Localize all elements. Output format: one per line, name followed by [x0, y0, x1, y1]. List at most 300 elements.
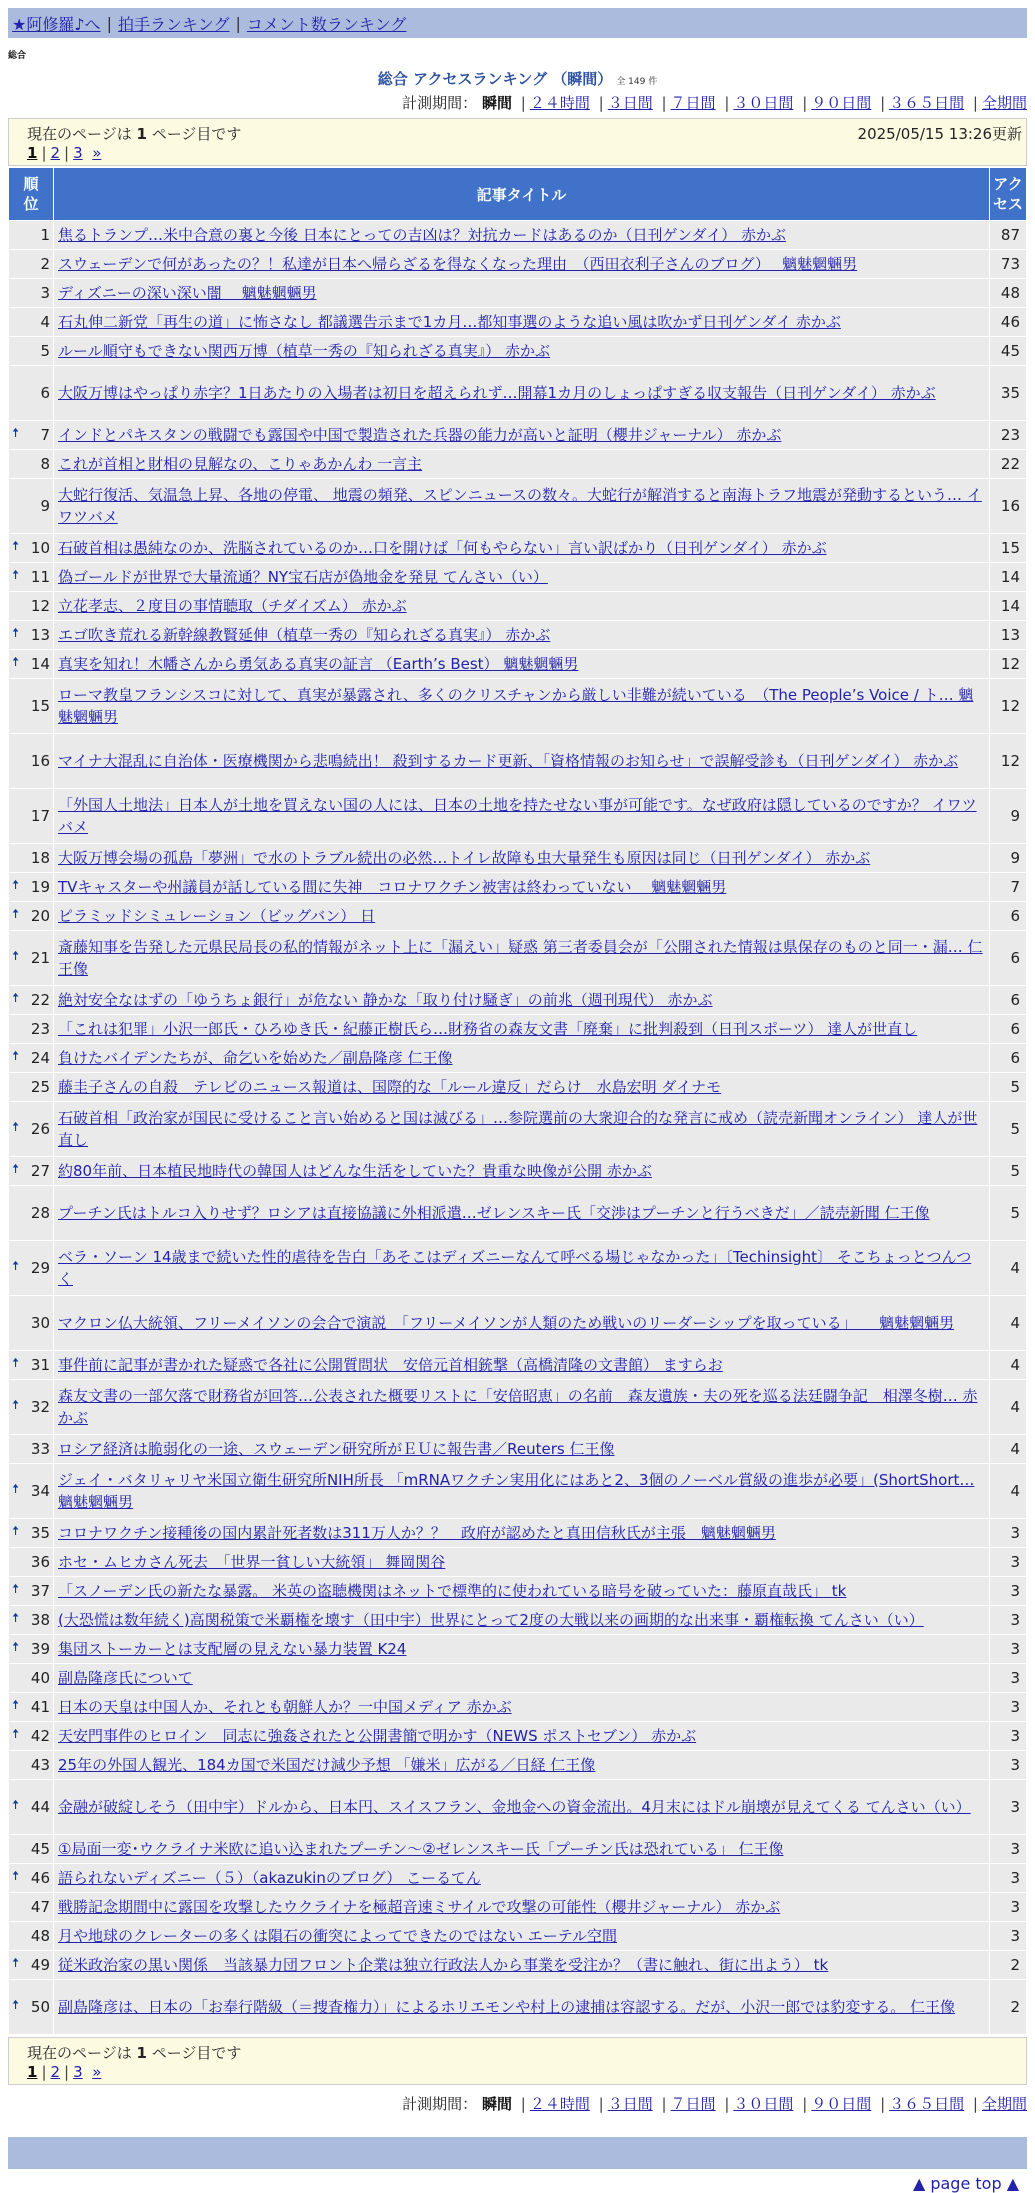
rank-up-arrow-icon: 🠅	[12, 626, 20, 641]
period-link-365d[interactable]: ３６５日間	[889, 94, 965, 112]
next-page-link[interactable]: »	[92, 2063, 102, 2081]
rank-up-arrow-icon: 🠅	[12, 1482, 20, 1497]
rank-number: 19	[30, 878, 50, 896]
table-row	[9, 1722, 1026, 1750]
article-title-link[interactable]: 真実を知れ！木幡さんから勇気ある真実の証言 （Earth’s Best） 魑魅魍魎男	[58, 655, 579, 673]
table-row	[9, 1548, 1026, 1576]
period-link-30d[interactable]: ３０日間	[733, 2095, 794, 2113]
section-label: 総合	[8, 51, 27, 61]
article-title-link[interactable]: マクロン仏大統領、フリーメイソンの会合で演説 「フリーメイソンが人類のため戦いのリーダーシップを取っている」 魑魅魍魎男	[58, 1314, 955, 1332]
article-title-link[interactable]: インドとパキスタンの戦闘でも露国や中国で製造された兵器の能力が高いと証明（櫻井ジャーナル） 赤かぶ	[58, 426, 782, 444]
title-cell	[54, 1015, 989, 1043]
article-title-link[interactable]: コロナワクチン接種後の国内累計死者数は311万人か？？ 政府が認めたと真田信秋氏が主張 魑魅魍魎男	[58, 1524, 776, 1542]
rank-cell	[9, 1980, 53, 2034]
access-count: 2	[990, 1980, 1026, 2034]
rank-cell	[9, 1722, 53, 1750]
access-count: 4	[990, 1435, 1026, 1463]
current-page-text	[27, 123, 241, 144]
table-row	[9, 1044, 1026, 1072]
access-count: 12	[990, 679, 1026, 733]
title-cell	[54, 1980, 989, 2034]
page-title-text: 総合 アクセスランキング （瞬間）	[377, 70, 613, 88]
period-link-all[interactable]: 全期間	[981, 94, 1027, 112]
table-row	[9, 986, 1026, 1014]
period-separator: |	[724, 2095, 730, 2113]
period-separator: |	[802, 94, 808, 112]
rank-up-arrow-icon: 🠅	[12, 878, 20, 893]
access-count: 3	[990, 1751, 1026, 1779]
pager-separator: |	[64, 144, 70, 162]
title-cell	[54, 1102, 989, 1156]
total-count: 全 149 件	[616, 77, 658, 87]
title-cell	[54, 1693, 989, 1721]
table-row	[9, 279, 1026, 307]
article-title-link[interactable]: 副島隆彦は、日本の「お奉行階級（＝捜査権力）」によるホリエモンや村上の逮捕は容認する。だが、小沢一郎では豹変する。 仁王像	[58, 1998, 955, 2016]
table-row	[9, 1102, 1026, 1156]
article-title-link[interactable]: 大蛇行復活、気温急上昇、各地の停電、 地震の頻発、スピンニュースの数々。大蛇行が解消すると南海トラフ地震が発動するという… イワツバメ	[58, 486, 982, 526]
access-count: 3	[990, 1577, 1026, 1605]
rank-cell	[9, 789, 53, 843]
article-title-link[interactable]: 大阪万博会場の孤島「夢洲」で水のトラブル続出の必然…トイレ故障も虫大量発生も原因は同じ（日刊ゲンダイ） 赤かぶ	[58, 849, 871, 867]
table-row	[9, 931, 1026, 985]
access-count: 3	[990, 1664, 1026, 1692]
table-row	[9, 1464, 1026, 1518]
table-row	[9, 1635, 1026, 1663]
rank-cell	[9, 1157, 53, 1185]
access-count: 5	[990, 1157, 1026, 1185]
rank-cell	[9, 679, 53, 733]
article-title-link[interactable]: これが首相と財相の見解なの、こりゃあかんわ 一言主	[58, 455, 423, 473]
period-link-90d[interactable]: ９０日間	[811, 94, 872, 112]
rank-number: 23	[30, 1020, 50, 1038]
table-row	[9, 592, 1026, 620]
pagination-bottom	[27, 2063, 101, 2081]
article-title-link[interactable]: 負けたバイデンたちが、命乞いを始めた／副島隆彦 仁王像	[58, 1049, 453, 1067]
title-cell	[54, 479, 989, 533]
article-title-link[interactable]: 天安門事件のヒロイン 同志に強姦されたと公開書簡で明かす（NEWS ポストセブン） 赤かぶ	[58, 1727, 697, 1745]
rank-up-arrow-icon: 🠅	[12, 1698, 20, 1713]
access-count: 3	[990, 1722, 1026, 1750]
article-title-link[interactable]: 月や地球のクレーターの多くは隕石の衝突によってできたのではない エーテル空間	[58, 1927, 618, 1945]
article-title-link[interactable]: プーチン氏はトルコ入りせず？ロシアは直接協議に外相派遣…ゼレンスキー氏「交渉はプーチンと行うべきだ」／読売新聞 仁王像	[58, 1204, 930, 1222]
rank-up-arrow-icon: 🠅	[12, 1120, 20, 1135]
period-link-30d[interactable]: ３０日間	[733, 94, 794, 112]
rank-number: 36	[30, 1553, 50, 1571]
page-link-3[interactable]: 3	[73, 2063, 83, 2081]
rank-number: 28	[30, 1204, 50, 1222]
rank-cell	[9, 1548, 53, 1576]
article-title-link[interactable]: 立花孝志、２度目の事情聴取（チダイズム） 赤かぶ	[58, 597, 407, 615]
article-title-link[interactable]: ルール順守もできない関西万博（植草一秀の『知られざる真実』） 赤かぶ	[58, 342, 550, 360]
article-title-link[interactable]: 「スノーデン氏の新たな暴露。 米英の盗聴機関はネットで標準的に使われている暗号を破っていた：藤原直哉氏」 tk	[58, 1582, 847, 1600]
rank-cell	[9, 1044, 53, 1072]
page-link-2[interactable]: 2	[50, 144, 61, 162]
rank-cell	[9, 1351, 53, 1379]
rank-up-arrow-icon: 🠅	[12, 1049, 20, 1064]
article-title-link[interactable]: 森友文書の一部欠落で財務省が回答…公表された概要リストに「安倍昭恵」の名前 森友遺族・夫の死を巡る法廷闘争記 相澤冬樹… 赤かぶ	[58, 1387, 978, 1427]
article-title-link[interactable]: 日本の天皇は中国人か、それとも朝鮮人か？一中国メディア 赤かぶ	[58, 1698, 512, 1716]
table-row	[9, 650, 1026, 678]
nav-separator: |	[235, 13, 241, 33]
access-count: 6	[990, 986, 1026, 1014]
updated-timestamp: 2025/05/15 13:26更新	[857, 125, 1022, 143]
page-link-2[interactable]: 2	[50, 2063, 61, 2081]
title-cell	[54, 1296, 989, 1350]
title-cell	[54, 1351, 989, 1379]
article-title-link[interactable]: 石破首相「政治家が国民に受けること言い始めると国は滅びる」…参院選前の大衆迎合的な発言に戒め（読売新聞オンライン） 達人が世直し	[58, 1109, 978, 1149]
ranking-table	[8, 167, 1027, 2035]
rank-up-arrow-icon: 🠅	[12, 1582, 20, 1597]
period-link-3d[interactable]: ３日間	[607, 94, 653, 112]
access-count: 45	[990, 337, 1026, 365]
rank-up-arrow-icon: 🠅	[12, 1956, 20, 1971]
article-title-link[interactable]: 石丸伸二新党「再生の道」に怖さなし 都議選告示まで1カ月…都知事選のような追い風は吹かず日刊ゲンダイ 赤かぶ	[58, 313, 841, 331]
rank-cell	[9, 1241, 53, 1295]
hakushu-ranking-link[interactable]: 拍手ランキング	[117, 14, 230, 34]
rank-number: 50	[30, 1998, 50, 2016]
article-title-link[interactable]: 事件前に記事が書かれた疑惑で各社に公開質問状 安倍元首相銃撃（高橋清隆の文書館） ますらお	[58, 1356, 723, 1374]
title-cell	[54, 1635, 989, 1663]
article-title-link[interactable]: 「これは犯罪」小沢一郎氏・ひろゆき氏・紀藤正樹氏ら…財務省の森友文書「廃棄」に批判殺到（日刊スポーツ） 達人が世直し	[58, 1020, 918, 1038]
article-title-link[interactable]: 大阪万博はやっぱり赤字？1日あたりの入場者は初日を超えられず…開幕1カ月のしょっぱすぎる収支報告（日刊ゲンダイ） 赤かぶ	[58, 384, 936, 402]
title-cell	[54, 931, 989, 985]
title-cell	[54, 450, 989, 478]
table-row	[9, 250, 1026, 278]
table-row	[9, 1693, 1026, 1721]
title-cell	[54, 1157, 989, 1185]
title-cell	[54, 366, 989, 420]
access-count: 23	[990, 421, 1026, 449]
rank-number: 3	[40, 284, 50, 302]
rank-up-arrow-icon: 🠅	[12, 1259, 20, 1274]
rank-number: 42	[30, 1727, 50, 1745]
title-cell	[54, 1464, 989, 1518]
title-cell	[54, 1722, 989, 1750]
access-count: 73	[990, 250, 1026, 278]
page-top-link[interactable]: ▲ page top ▲	[912, 2174, 1019, 2193]
rank-number: 18	[30, 849, 50, 867]
title-cell	[54, 1186, 989, 1240]
article-title-link[interactable]: 金融が破綻しそう（田中宇）ドルから、日本円、スイスフラン、金地金への資金流出。4月末にはドル崩壊が見えてくる てんさい（い）	[58, 1798, 971, 1816]
article-title-link[interactable]: 「外国人土地法」日本人が土地を買えない国の人には、日本の土地を持たせない事が可能です。なぜ政府は隠しているのですか？ イワツバメ	[58, 796, 977, 836]
access-count: 3	[990, 1548, 1026, 1576]
article-title-link[interactable]: TVキャスターや州議員が話している間に失神 コロナワクチン被害は終わっていない 魑魅魍魎男	[58, 878, 727, 896]
page-info-bottom	[8, 2037, 1027, 2085]
rank-number: 31	[30, 1356, 50, 1374]
table-row	[9, 1951, 1026, 1979]
article-title-link[interactable]: 従米政治家の黒い関係 当該暴力団フロント企業は独立行政法人から事業を受注か？（書に触れ、街に出よう） tk	[58, 1956, 829, 1974]
table-row	[9, 1751, 1026, 1779]
title-cell	[54, 1751, 989, 1779]
rank-number: 26	[30, 1120, 50, 1138]
title-cell	[54, 1864, 989, 1892]
title-cell	[54, 1241, 989, 1295]
article-title-link[interactable]: ホセ・ムヒカさん死去 「世界一貧しい大統領」 舞岡関谷	[58, 1553, 446, 1571]
rank-number: 21	[30, 949, 50, 967]
rank-number: 11	[30, 568, 50, 586]
access-count: 4	[990, 1296, 1026, 1350]
article-title-link[interactable]: エゴ吹き荒れる新幹線教賢延伸（植草一秀の『知られざる真実』） 赤かぶ	[58, 626, 551, 644]
title-cell	[54, 279, 989, 307]
period-selector-bottom	[8, 2093, 1027, 2115]
top-nav-bar	[8, 8, 1027, 38]
rank-cell	[9, 734, 53, 788]
article-title-link[interactable]: ベラ・ソーン 14歳まで続いた性的虐待を告白「あそこはディズニーなんて呼べる場じゃなかった」〔Techinsight〕 そこちょっとつんつく	[58, 1248, 972, 1288]
access-count: 12	[990, 734, 1026, 788]
rank-number: 16	[30, 752, 50, 770]
rank-up-arrow-icon: 🠅	[12, 1727, 20, 1742]
article-title-link[interactable]: ジェイ・バタリャリヤ米国立衛生研究所NIH所長 「mRNAワクチン実用化にはあと2、3個のノーベル賞級の進歩が必要」(ShortShort… 魑魅魍魎男	[58, 1471, 975, 1511]
rank-cell	[9, 250, 53, 278]
page-link-1[interactable]: 1	[27, 2063, 38, 2081]
rank-cell	[9, 479, 53, 533]
access-header-text: アクセス	[992, 175, 1023, 213]
title-cell	[54, 1893, 989, 1921]
current-page-number: 1	[136, 2044, 147, 2062]
table-row	[9, 1780, 1026, 1834]
rank-up-arrow-icon: 🠅	[12, 1398, 20, 1413]
period-separator: |	[880, 2095, 886, 2113]
article-title-link[interactable]: スウェーデンで何があったの？！私達が日本へ帰らざるを得なくなった理由 （西田衣利子さんのブログ） 魑魅魍魎男	[58, 255, 858, 273]
rank-cell	[9, 1893, 53, 1921]
access-count: 4	[990, 1351, 1026, 1379]
period-link-24h[interactable]: ２４時間	[529, 94, 590, 112]
article-title-link[interactable]: 偽ゴールドが世界で大量流通？NY宝石店が偽地金を発見 てんさい（い）	[58, 568, 548, 586]
table-row	[9, 844, 1026, 872]
title-cell	[54, 534, 989, 562]
rank-cell	[9, 1922, 53, 1950]
title-cell	[54, 308, 989, 336]
current-page-post: ページ目です	[151, 2044, 242, 2062]
title-cell	[54, 1435, 989, 1463]
access-count: 3	[990, 1922, 1026, 1950]
access-count: 3	[990, 1635, 1026, 1663]
rank-number: 9	[40, 497, 50, 515]
rank-cell	[9, 1380, 53, 1434]
article-title-link[interactable]: 焦るトランプ…米中合意の裏と今後 日本にとっての吉凶は？対抗カードはあるのか（日刊ゲンダイ） 赤かぶ	[58, 226, 787, 244]
rank-cell	[9, 1102, 53, 1156]
page-title	[0, 68, 1035, 88]
rank-number: 45	[30, 1840, 50, 1858]
table-row	[9, 1380, 1026, 1434]
rank-cell	[9, 1464, 53, 1518]
access-count: 4	[990, 1380, 1026, 1434]
rank-number: 15	[30, 697, 50, 715]
rank-cell	[9, 563, 53, 591]
title-cell	[54, 1577, 989, 1605]
rank-number: 20	[30, 907, 50, 925]
rank-number: 24	[30, 1049, 50, 1067]
rank-cell	[9, 279, 53, 307]
title-cell	[54, 1606, 989, 1634]
access-count: 4	[990, 1464, 1026, 1518]
table-row	[9, 1015, 1026, 1043]
rank-number: 27	[30, 1162, 50, 1180]
article-title-link[interactable]: 語られないディズニー（５）（akazukinのブログ） こーるてん	[58, 1869, 481, 1887]
article-title-link[interactable]: 25年の外国人観光、184カ国で米国だけ減少予想 「嫌米」広がる／日経 仁王像	[58, 1756, 596, 1774]
rank-cell	[9, 1835, 53, 1863]
title-cell	[54, 421, 989, 449]
article-title-link[interactable]: 斎藤知事を告発した元県民局長の私的情報がネット上に「漏えい」疑惑 第三者委員会が「公開された情報は県保存のものと同一・漏… 仁王像	[58, 938, 983, 978]
article-title-link[interactable]: ディズニーの深い深い闇 魑魅魍魎男	[58, 284, 317, 302]
table-row	[9, 450, 1026, 478]
rank-up-arrow-icon: 🠅	[12, 1524, 20, 1539]
article-title-link[interactable]: ローマ教皇フランシスコに対して、真実が暴露され、多くのクリスチャンから厳しい非難が続いている （The People’s Voice / ト… 魑魅魍魎男	[58, 686, 974, 726]
access-count: 87	[990, 221, 1026, 249]
article-title-link[interactable]: ロシア経済は脆弱化の一途、スウェーデン研究所がＥＵに報告書／Reuters 仁王像	[58, 1440, 615, 1458]
rank-up-arrow-icon: 🠅	[12, 1798, 20, 1813]
table-row	[9, 1351, 1026, 1379]
title-cell	[54, 1835, 989, 1863]
rank-cell	[9, 1635, 53, 1663]
period-link-90d[interactable]: ９０日間	[811, 2095, 872, 2113]
title-cell	[54, 873, 989, 901]
article-title-link[interactable]: 戦勝記念期間中に露国を攻撃したウクライナを極超音速ミサイルで攻撃の可能性（櫻井ジャーナル） 赤かぶ	[58, 1898, 781, 1916]
rank-up-arrow-icon: 🠅	[12, 949, 20, 964]
current-page-pre: 現在のページは	[27, 125, 132, 143]
access-count: 3	[990, 1606, 1026, 1634]
period-label: 計測期間：	[402, 94, 478, 112]
ranking-table-body	[9, 221, 1026, 2034]
table-row	[9, 734, 1026, 788]
article-title-link[interactable]: 石破首相は愚純なのか、洗脳されているのか…口を開けば「何もやらない」言い訳ばかり（日刊ゲンダイ） 赤かぶ	[58, 539, 827, 557]
rank-cell	[9, 931, 53, 985]
table-row	[9, 1922, 1026, 1950]
table-row	[9, 1157, 1026, 1185]
article-title-link[interactable]: 集団ストーカーとは支配層の見えない暴力装置 K24	[58, 1640, 407, 1658]
rank-up-arrow-icon: 🠅	[12, 1869, 20, 1884]
rank-up-arrow-icon: 🠅	[12, 539, 20, 554]
rank-cell	[9, 621, 53, 649]
table-row	[9, 1073, 1026, 1101]
rank-number: 25	[30, 1078, 50, 1096]
article-title-link[interactable]: マイナ大混乱に自治体・医療機関から悲鳴続出！ 殺到するカード更新、「資格情報のお知らせ」で誤解受診も（日刊ゲンダイ） 赤かぶ	[58, 752, 959, 770]
access-count: 35	[990, 366, 1026, 420]
rank-up-arrow-icon: 🠅	[12, 655, 20, 670]
table-row	[9, 621, 1026, 649]
table-row	[9, 1577, 1026, 1605]
comment-ranking-link[interactable]: コメント数ランキング	[246, 14, 407, 34]
article-title-link[interactable]: ①局面一変･ウクライナ米欧に追い込まれたプーチン～②ゼレンスキー氏「プーチン氏は恐れている」 仁王像	[58, 1840, 784, 1858]
rank-number: 32	[30, 1398, 50, 1416]
article-title-link[interactable]: 約80年前、日本植民地時代の韓国人はどんな生活をしていた？貴重な映像が公開 赤かぶ	[58, 1162, 652, 1180]
rank-cell	[9, 1577, 53, 1605]
table-row	[9, 1296, 1026, 1350]
rank-cell	[9, 986, 53, 1014]
title-cell	[54, 1073, 989, 1101]
title-cell	[54, 1780, 989, 1834]
period-link-365d[interactable]: ３６５日間	[889, 2095, 965, 2113]
access-count: 6	[990, 931, 1026, 985]
table-row	[9, 1835, 1026, 1863]
access-count: 9	[990, 844, 1026, 872]
period-separator: |	[802, 2095, 808, 2113]
access-count: 3	[990, 1780, 1026, 1834]
period-separator: |	[724, 94, 730, 112]
page-link-3[interactable]: 3	[73, 144, 83, 162]
table-row	[9, 563, 1026, 591]
period-separator: |	[598, 2095, 604, 2113]
access-count: 14	[990, 592, 1026, 620]
article-title-link[interactable]: 藤圭子さんの自殺 テレビのニュース報道は、国際的な「ルール違反」だらけ 水島宏明 ダイナモ	[58, 1078, 722, 1096]
period-link-3d[interactable]: ３日間	[607, 2095, 653, 2113]
period-separator: |	[520, 94, 526, 112]
period-link-24h[interactable]: ２４時間	[529, 2095, 590, 2113]
rank-number: 38	[30, 1611, 50, 1629]
table-row	[9, 1186, 1026, 1240]
pager-separator: |	[41, 144, 47, 162]
page-info-top	[8, 118, 1027, 166]
title-cell	[54, 902, 989, 930]
period-link-all[interactable]: 全期間	[981, 2095, 1027, 2113]
pager-separator: |	[41, 2063, 47, 2081]
period-separator: |	[972, 2095, 978, 2113]
table-row	[9, 789, 1026, 843]
current-page-number: 1	[136, 125, 147, 143]
access-count: 7	[990, 873, 1026, 901]
access-count: 22	[990, 450, 1026, 478]
article-title-link[interactable]: (大恐慌は数年続く)高関税策で米覇権を壊す（田中宇）世界にとって2度の大戦以来の画期的な出来事・覇権転換 てんさい（い）	[58, 1611, 924, 1629]
access-count: 5	[990, 1073, 1026, 1101]
title-cell	[54, 337, 989, 365]
article-title-link[interactable]: 絶対安全なはずの「ゆうちょ銀行」が危ない 静かな「取り付け騒ぎ」の前兆（週刊現代） 赤かぶ	[58, 991, 713, 1009]
rank-cell	[9, 1693, 53, 1721]
article-title-link[interactable]: 副島隆彦氏について	[58, 1669, 193, 1687]
rank-number: 10	[30, 539, 50, 557]
title-cell	[54, 1548, 989, 1576]
period-label: 計測期間：	[402, 2095, 478, 2113]
period-separator: |	[880, 94, 886, 112]
rank-number: 41	[30, 1698, 50, 1716]
period-link-7d[interactable]: ７日間	[670, 2095, 716, 2113]
access-count: 48	[990, 279, 1026, 307]
title-cell	[54, 592, 989, 620]
period-link-7d[interactable]: ７日間	[670, 94, 716, 112]
rank-cell	[9, 1780, 53, 1834]
next-page-link[interactable]: »	[92, 144, 102, 162]
rank-up-arrow-icon: 🠅	[12, 426, 20, 441]
table-row	[9, 1519, 1026, 1547]
current-page-text-bottom	[27, 2042, 241, 2063]
access-count: 3	[990, 1835, 1026, 1863]
period-current: 瞬間	[481, 94, 512, 112]
period-current: 瞬間	[481, 2095, 512, 2113]
rank-number: 44	[30, 1798, 50, 1816]
title-cell	[54, 221, 989, 249]
rank-cell	[9, 421, 53, 449]
pagination-top	[27, 144, 101, 162]
access-count: 14	[990, 563, 1026, 591]
page-link-1[interactable]: 1	[27, 144, 38, 162]
access-count: 6	[990, 902, 1026, 930]
title-cell	[54, 1380, 989, 1434]
rank-cell	[9, 366, 53, 420]
rank-number: 7	[40, 426, 50, 444]
current-page-pre: 現在のページは	[27, 2044, 132, 2062]
title-cell	[54, 986, 989, 1014]
access-count: 6	[990, 1015, 1026, 1043]
rank-number: 5	[40, 342, 50, 360]
rank-number: 8	[40, 455, 50, 473]
table-row	[9, 1435, 1026, 1463]
current-page-post: ページ目です	[151, 125, 242, 143]
rank-number: 4	[40, 313, 50, 331]
title-cell	[54, 679, 989, 733]
title-cell	[54, 1044, 989, 1072]
article-title-link[interactable]: ピラミッドシミュレーション（ビッグバン） 日	[58, 907, 376, 925]
rank-cell	[9, 450, 53, 478]
home-link[interactable]: ★阿修羅♪へ	[12, 14, 101, 34]
